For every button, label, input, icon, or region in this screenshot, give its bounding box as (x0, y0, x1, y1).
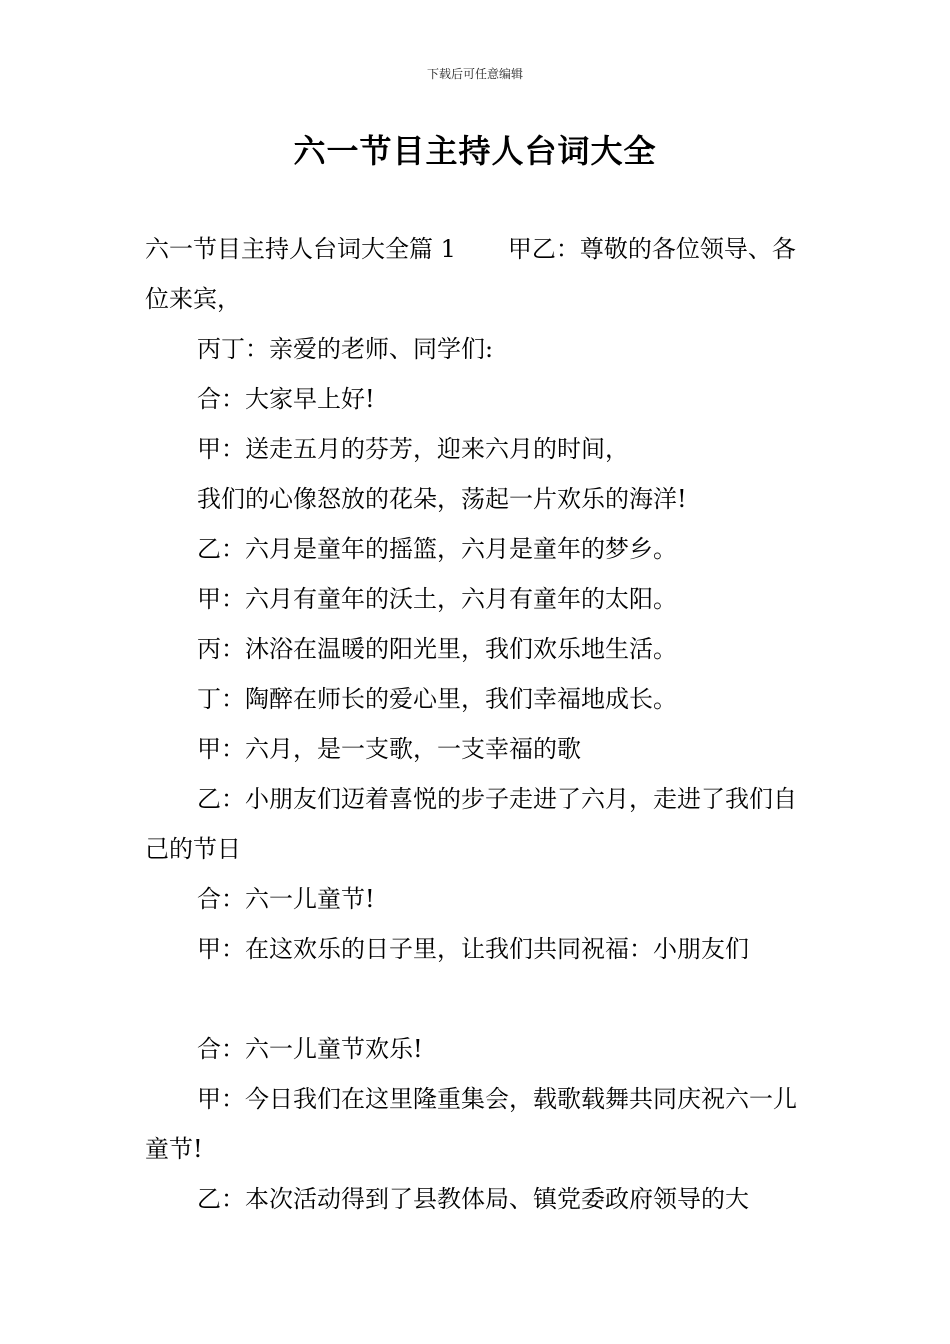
header-note: 下载后可任意编辑 (426, 67, 523, 81)
opening-paragraph (145, 224, 810, 324)
script-line: 甲：在这欢乐的日子里，让我们共同祝福：小朋友们 (197, 935, 749, 963)
script-line: 乙：六月是童年的摇篮，六月是童年的梦乡。 (197, 535, 677, 563)
script-line: 丁：陶醉在师长的爱心里，我们幸福地成长。 (197, 685, 677, 713)
script-line: 合：大家早上好! (197, 385, 375, 413)
script-line: 甲：今日我们在这里隆重集会，载歌载舞共同庆祝六一儿童节! (145, 1085, 797, 1163)
script-line: 甲：六月有童年的沃土，六月有童年的太阳。 (197, 585, 677, 613)
document-title: 六一节目主持人台词大全 (293, 132, 657, 170)
script-line: 我们的心像怒放的花朵，荡起一片欢乐的海洋! (197, 485, 687, 513)
script-line: 合：六一儿童节! (197, 885, 375, 913)
script-line: 甲：六月，是一支歌，一支幸福的歌 (197, 735, 581, 763)
script-line: 丙丁：亲爱的老师、同学们: (197, 335, 494, 363)
document-body (145, 224, 810, 1224)
script-line: 甲：送走五月的芬芳，迎来六月的时间， (197, 435, 629, 463)
section-heading: 六一节目主持人台词大全篇 1 (145, 235, 456, 263)
blank-line (145, 974, 810, 1024)
script-line: 乙：小朋友们迈着喜悦的步子走进了六月，走进了我们自己的节日 (145, 785, 797, 863)
opening-line: 甲乙：尊敬的各位领导、各位来宾， (145, 235, 796, 313)
script-line: 合：六一儿童节欢乐! (197, 1035, 423, 1063)
script-line: 乙：本次活动得到了县教体局、镇党委政府领导的大 (197, 1185, 749, 1213)
script-line: 丙：沐浴在温暖的阳光里，我们欢乐地生活。 (197, 635, 677, 663)
